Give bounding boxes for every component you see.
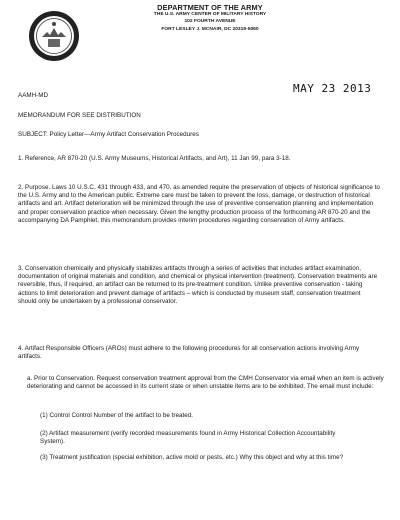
paragraph-4a: a. Prior to Conservation. Request conservation treatment approval from the CMH Conservator via email when an item is actively deteriorating and cannot be accessed in its current state or when unstable items are to be exhibited. The email must include: [27, 375, 384, 391]
letterhead-line: 102 FOURTH AVENUE [184, 19, 236, 25]
paragraph-2: 2. Purpose. Laws 10 U.S.C. 431 through 433, and 470, as amended require the preservation of objects of historical significance to the U.S. Army and to the American public. Extreme care must be taken to prevent the loss, damage, or destruction of historical artifacts and art. Artifact deterioration will be minimized through the use of preventive conservation planning and implementation and proper conservation practice when necessary. Given the lengthy production process of the forthcoming AR 870-20 and the accompanying DA Pamphlet, this memorandum provides interim procedures regarding conservation of Army artifacts. [18, 184, 380, 224]
paragraph-4: 4. Artifact Responsible Officers (AROs) must adhere to the following procedures for all conservation actions involving Army artifacts. [18, 345, 360, 361]
list-item: (1) Control Control Number of the artifact to be treated. [40, 412, 193, 419]
subject-line: SUBJECT: Policy Letter—Army Artifact Conservation Procedures [18, 131, 199, 138]
army-seal-icon [28, 10, 80, 62]
date-stamp: MAY 23 2013 [293, 82, 372, 95]
list-item: (2) Artifact measurement (verify recorded measurements found in Army Historical Collection Accountability System). [40, 430, 336, 446]
letterhead-org: DEPARTMENT OF THE ARMY [157, 3, 263, 12]
list-item: (3) Treatment justification (special exhibition, active mold or pests, etc.) Why this object and why at this time? [40, 454, 344, 461]
paragraph-1: 1. Reference, AR 870-20 (U.S. Army Museums, Historical Artifacts, and Art), 11 Jan 99, para 3-18. [18, 155, 291, 162]
letterhead-line: FORT LESLEY J. MCNAIR, DC 20319-5060 [161, 26, 259, 32]
office-symbol: AAMH-MD [18, 92, 49, 99]
memo-for: MEMORANDUM FOR SEE DISTRIBUTION [18, 112, 141, 119]
letterhead-line: THE U.S. ARMY CENTER OF MILITARY HISTORY [153, 12, 267, 18]
letterhead [110, 4, 310, 33]
paragraph-3: 3. Conservation chemically and physically stabilizes artifacts through a series of activities that includes artifact examination, documentation of original materials and condition, and chemical or physical intervention (treatment). Conservation treatments are reversible, thus, if required, an artifact can be returned to its pre-treatment condition. Unlike preventive conservation - taking actions to limit deterioration and prevent damage of artifacts – which is conducted by museum staff, conservation treatment should only be undertaken by a professional conservator. [18, 265, 378, 305]
